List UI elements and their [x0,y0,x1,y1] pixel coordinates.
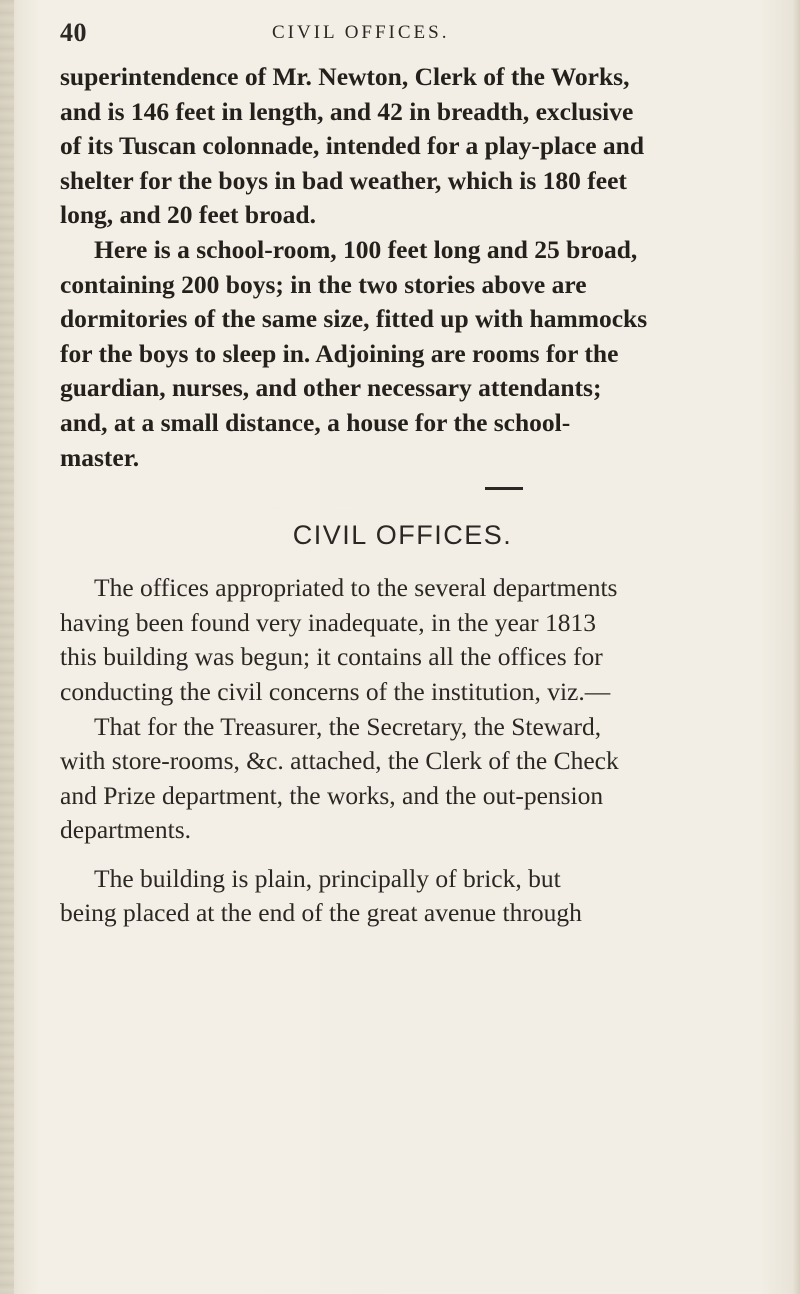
text-line: this building was begun; it contains all the offices for [60,642,603,672]
text-line: departments. [60,815,191,845]
binding-gutter [0,0,14,1294]
paragraph-4 [60,710,745,848]
section-divider [485,487,523,490]
paragraph-1 [60,60,745,233]
text-line: The building is plain, principally of brick, but [94,863,561,893]
paragraph-2 [60,233,745,475]
text-line: with store-rooms, &c. attached, the Clerk of the Check [60,746,619,776]
text-line: That for the Treasurer, the Secretary, the Steward, [94,711,602,741]
text-line: Here is a school-room, 100 feet long and 25 broad, [94,234,638,264]
text-line: of its Tuscan colonnade, intended for a play-place and [60,131,645,161]
text-line: and, at a small distance, a house for the school- [60,407,571,437]
paragraph-5 [60,862,745,931]
running-head [60,14,745,54]
text-line: master. [60,442,140,472]
text-line: long, and 20 feet broad. [60,200,316,230]
text-line: and Prize department, the works, and the out-pension [60,780,604,810]
text-line: and is 146 feet in length, and 42 in breadth, exclusive [60,96,634,126]
text-line: shelter for the boys in bad weather, which is 180 feet [60,165,627,195]
text-line: having been found very inadequate, in the year 1813 [60,607,597,637]
text-line: conducting the civil concerns of the institution, viz.— [60,676,611,706]
page-content [60,14,745,931]
text-line: superintendence of Mr. Newton, Clerk of the Works, [60,62,630,91]
paragraph-3 [60,571,745,709]
text-line: for the boys to sleep in. Adjoining are rooms for the [60,338,619,368]
text-line: The offices appropriated to the several departments [94,573,618,603]
text-line: guardian, nurses, and other necessary attendants; [60,373,602,403]
text-line: being placed at the end of the great avenue through [60,898,582,928]
section-heading: CIVIL OFFICES. [292,520,513,551]
page-edge [792,0,800,1294]
running-title: CIVIL OFFICES. [272,22,450,43]
page-number: 40 [60,18,87,47]
text-line: containing 200 boys; in the two stories above are [60,269,587,299]
text-line: dormitories of the same size, fitted up with hammocks [60,304,648,334]
